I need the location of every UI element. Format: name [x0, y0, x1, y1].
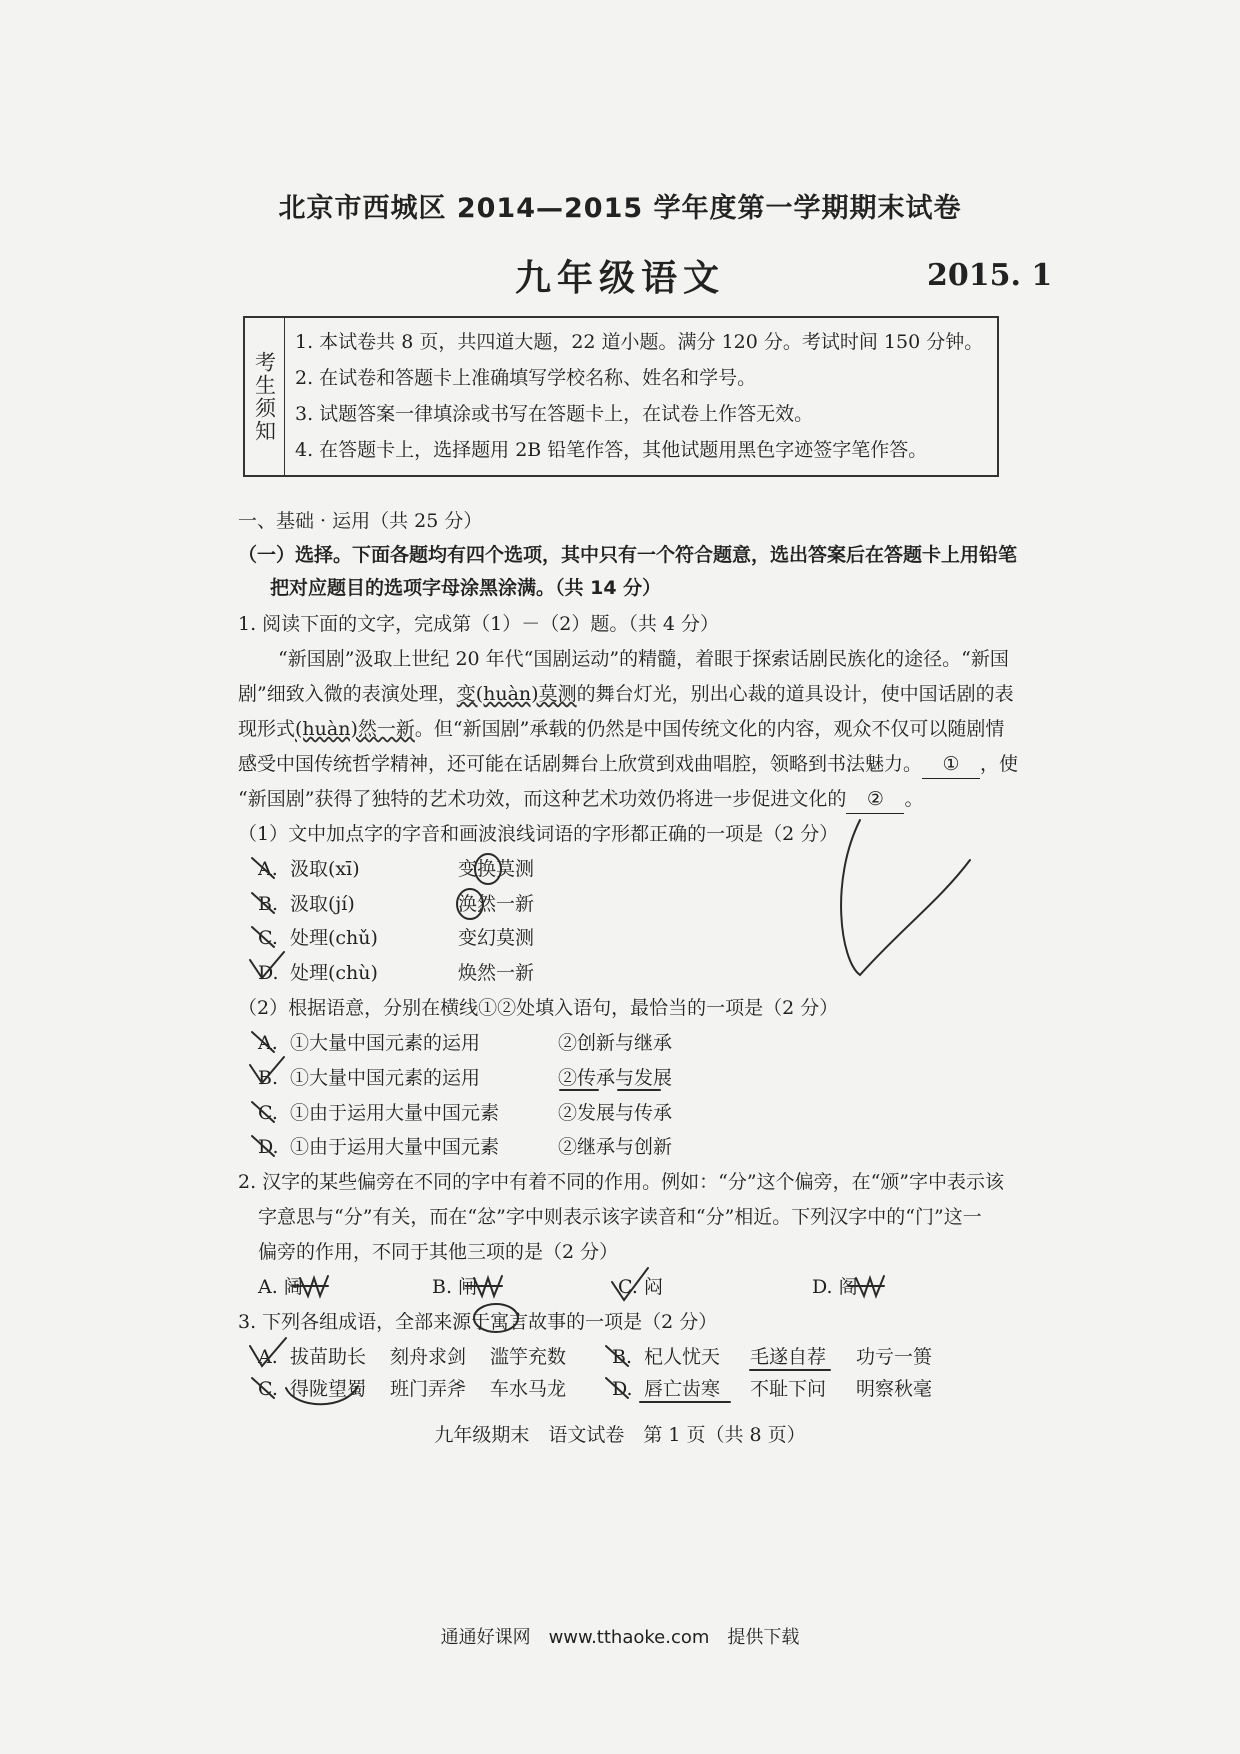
option-text: C. 闷	[618, 1276, 663, 1298]
option-text: 刻舟求剑	[390, 1346, 467, 1368]
option-text: 功亏一篑	[856, 1346, 933, 1368]
option-letter: D.	[258, 1136, 279, 1158]
option-text: A. 阔	[258, 1276, 303, 1298]
passage-text: “新国剧”获得了独特的艺术功效，而这种艺术功效仍将进一步促进文化的	[238, 788, 847, 810]
passage-text: ，使	[980, 753, 1019, 775]
option-letter: B.	[258, 1067, 279, 1089]
passage-text: 感受中国传统哲学精神，还可能在话剧舞台上欣赏到戏曲唱腔，领略到书法魅力。	[238, 753, 923, 775]
passage-text: 剧”细致入微的表演处理，	[238, 683, 457, 705]
candidate-notice-box	[243, 316, 999, 477]
option-text: ②创新与继承	[558, 1032, 673, 1054]
question-2-stem: 字意思与“分”有关，而在“忿”字中则表示该字读音和“分”相近。下列汉字中的“门”这一	[258, 1206, 982, 1228]
option-letter: B.	[258, 893, 279, 915]
instruction-line: （一）选择。下面各题均有四个选项，其中只有一个符合题意，选出答案后在答题卡上用铅笔	[238, 544, 1018, 566]
option-letter: C.	[258, 1102, 278, 1124]
option-text: 杞人忧天	[644, 1346, 721, 1368]
option-text: 不耻下问	[750, 1378, 827, 1400]
passage-text: 的舞台灯光，别出心裁的道具设计，使中国话剧的表	[576, 683, 1014, 705]
option-text: ①由于运用大量中国元素	[290, 1102, 500, 1124]
passage-line	[238, 750, 1018, 778]
option-text: ①由于运用大量中国元素	[290, 1136, 500, 1158]
notice-item: 2. 在试卷和答题卡上准确填写学校名称、姓名和学号。	[295, 367, 757, 389]
option-text: D. 阁	[812, 1276, 858, 1298]
passage-text: 现形式	[238, 718, 296, 740]
passage-line	[238, 680, 1014, 708]
option-text: 明察秋毫	[856, 1378, 933, 1400]
download-watermark: 通通好课网 www.tthaoke.com 提供下载	[440, 1627, 800, 1648]
blank-1: ①	[922, 750, 980, 779]
blank-2: ②	[846, 785, 904, 814]
option-text: 处理(chù)	[290, 962, 378, 984]
option-text: 毛遂自荐	[750, 1346, 827, 1368]
wavy-underlined-word: (huàn)然一新	[295, 718, 415, 740]
option-text: 焕然一新	[458, 962, 535, 984]
passage-line	[238, 715, 1004, 743]
option-text: 汲取(xī)	[290, 858, 360, 880]
instruction-line: 把对应题目的选项字母涂黑涂满。（共 14 分）	[270, 577, 662, 599]
page-footer: 九年级期末 语文试卷 第 1 页（共 8 页）	[434, 1424, 806, 1446]
notice-label-text: 考生须知	[252, 350, 277, 443]
option-text: 处理(chǔ)	[290, 927, 378, 949]
option-letter: B.	[612, 1346, 633, 1368]
passage-text: 。	[904, 788, 924, 810]
subject-title: 九年级语文	[514, 257, 725, 299]
passage-text: 。但“新国剧”承载的仍然是中国传统文化的内容，观众不仅可以随剧情	[414, 718, 1005, 740]
option-text: 涣然一新	[458, 893, 535, 915]
question-1-2-stem: （2）根据语意，分别在横线①②处填入语句，最恰当的一项是（2 分）	[238, 997, 839, 1019]
option-letter: D.	[258, 962, 279, 984]
option-text: 得陇望蜀	[290, 1378, 367, 1400]
option-text: 班门弄斧	[390, 1378, 467, 1400]
notice-list	[295, 324, 989, 468]
option-text: ②发展与传承	[558, 1102, 673, 1124]
option-text: 变幻莫测	[458, 927, 535, 949]
option-text: B. 闸	[432, 1276, 478, 1298]
option-text: ①大量中国元素的运用	[290, 1032, 481, 1054]
option-text: 滥竽充数	[490, 1346, 567, 1368]
option-text: ②传承与发展	[558, 1067, 673, 1089]
option-text: 变换莫测	[458, 858, 535, 880]
passage-line	[238, 785, 923, 813]
option-letter: A.	[258, 858, 278, 880]
option-letter: A.	[258, 1346, 278, 1368]
question-3-stem: 3. 下列各组成语，全部来源于寓言故事的一项是（2 分）	[238, 1311, 718, 1333]
option-text: 车水马龙	[490, 1378, 567, 1400]
option-text: ②继承与创新	[558, 1136, 673, 1158]
exam-title: 北京市西城区 2014—2015 学年度第一学期期末试卷	[278, 193, 962, 224]
notice-item: 4. 在答题卡上，选择题用 2B 铅笔作答，其他试题用黑色字迹签字笔作答。	[295, 439, 928, 461]
option-letter: C.	[258, 1378, 278, 1400]
option-letter: C.	[258, 927, 278, 949]
option-text: ①大量中国元素的运用	[290, 1067, 481, 1089]
question-2-stem: 2. 汉字的某些偏旁在不同的字中有着不同的作用。例如：“分”这个偏旁，在“颁”字中表示该	[238, 1171, 1005, 1193]
notice-item: 1. 本试卷共 8 页，共四道大题，22 道小题。满分 120 分。考试时间 150 分钟。	[295, 331, 984, 353]
section-heading: 一、基础 · 运用（共 25 分）	[238, 510, 483, 532]
exam-date: 2015. 1	[927, 258, 1053, 293]
question-1-stem: 1. 阅读下面的文字，完成第（1）－（2）题。（共 4 分）	[238, 613, 720, 635]
check-stroke	[841, 820, 970, 975]
passage-line: “新国剧”汲取上世纪 20 年代“国剧运动”的精髓，着眼于探索话剧民族化的途径。“新国	[278, 648, 1009, 670]
question-1-1-stem: （1）文中加点字的字音和画波浪线词语的字形都正确的一项是（2 分）	[238, 823, 839, 845]
notice-item: 3. 试题答案一律填涂或书写在答题卡上，在试卷上作答无效。	[295, 403, 814, 425]
option-text: 汲取(jí)	[290, 893, 355, 915]
question-2-stem: 偏旁的作用，不同于其他三项的是（2 分）	[258, 1241, 619, 1263]
notice-label	[245, 318, 285, 475]
option-letter: A.	[258, 1032, 278, 1054]
wavy-underlined-word: 变(huàn)莫测	[456, 683, 577, 705]
option-text: 拔苗助长	[290, 1346, 367, 1368]
option-text: 唇亡齿寒	[644, 1378, 721, 1400]
option-letter: D.	[612, 1378, 633, 1400]
